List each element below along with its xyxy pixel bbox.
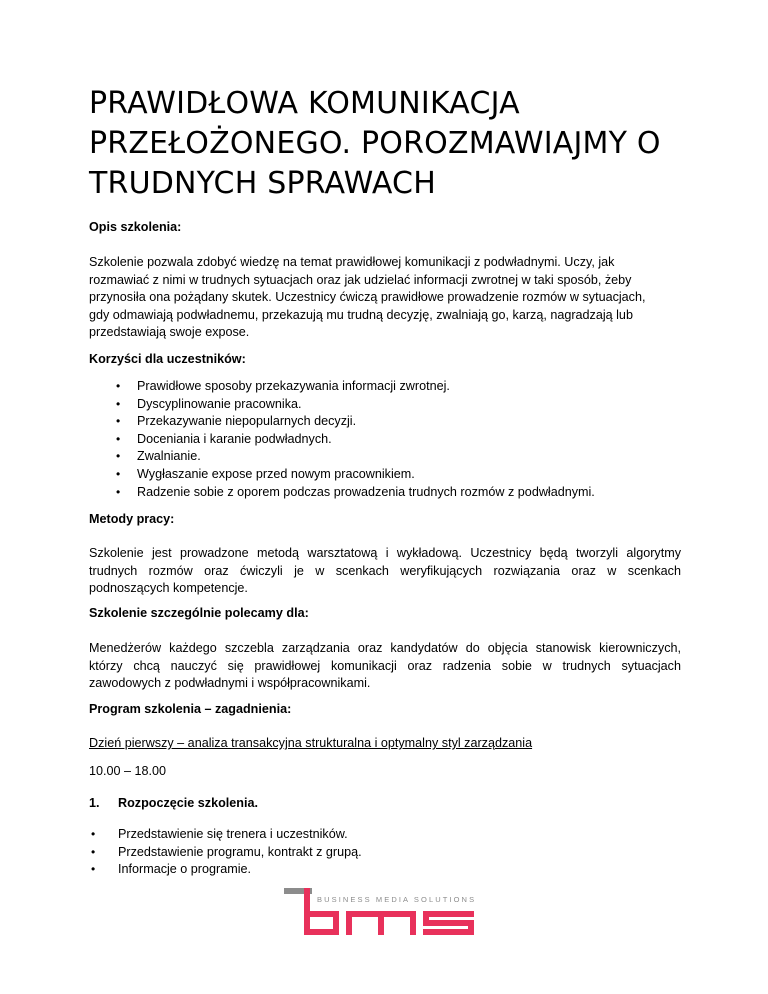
program-items-list <box>89 826 689 879</box>
paragraph-line: podnoszących kompetencje. <box>89 581 248 596</box>
paragraph-line: Szkolenie jest prowadzone metodą warsztatową i wykładową. Uczestnicy będą tworzyli algorytmy <box>89 546 681 560</box>
list-item: • Zwalnianie. <box>89 448 689 466</box>
list-item: • Radzenie sobie z oporem podczas prowadzenia trudnych rozmów z podwładnymi. <box>89 484 689 502</box>
list-item: • Wygłaszanie expose przed nowym pracownikiem. <box>89 466 689 484</box>
section-number: 1. <box>89 796 100 810</box>
title-line: PRAWIDŁOWA KOMUNIKACJA <box>89 86 520 121</box>
methods-paragraph <box>89 545 681 598</box>
paragraph-line: gdy odmawiają podwładnemu, przekazują mu trudną decyzję, zwalniają go, karzą, nagradzają lub <box>89 307 633 322</box>
paragraph-line: zawodowych z podwładnymi i współpracownikami. <box>89 676 371 691</box>
program-heading: Program szkolenia – zagadnienia: <box>89 702 292 716</box>
title-line: PRZEŁOŻONEGO. POROZMAWIAJMY O <box>89 126 661 161</box>
methods-heading: Metody pracy: <box>89 512 175 526</box>
paragraph-line: przynosiła ona pożądany skutek. Uczestnicy ćwiczą prawidłowe prowadzenie rozmów w sytuacjach, <box>89 290 646 305</box>
paragraph-line: rozmawiać z nimi w trudnych sytuacjach oraz jak udzielać informacji zwrotnej w taki sposób, żeby <box>89 272 632 287</box>
list-item: • Przedstawienie programu, kontrakt z grupą. <box>89 844 689 862</box>
paragraph-line: którzy chcą nauczyć się prawidłowej komunikacji oraz radzenia sobie w trudnych sytuacjach <box>89 658 681 673</box>
bms-logo-graphic <box>284 888 474 938</box>
bms-logo <box>284 888 474 938</box>
list-item: • Przedstawienie się trenera i uczestników. <box>89 826 689 844</box>
paragraph-line: Menedżerów każdego szczebla zarządzania oraz kandydatów do objęcia stanowisk kierowniczych, <box>89 641 681 655</box>
title-line: TRUDNYCH SPRAWACH <box>89 166 436 201</box>
day-one-heading: Dzień pierwszy – analiza transakcyjna strukturalna i optymalny styl zarządzania <box>89 736 533 750</box>
list-item: • Przekazywanie niepopularnych decyzji. <box>89 413 689 431</box>
document-title <box>89 84 689 204</box>
audience-heading: Szkolenie szczególnie polecamy dla: <box>89 606 309 620</box>
list-item: • Dyscyplinowanie pracownika. <box>89 396 689 414</box>
audience-paragraph <box>89 640 681 693</box>
description-heading: Opis szkolenia: <box>89 220 182 234</box>
list-item: • Doceniania i karanie podwładnych. <box>89 431 689 449</box>
logo-tagline: BUSINESS MEDIA SOLUTIONS <box>317 895 474 904</box>
paragraph-line: przedstawiają swoje expose. <box>89 325 250 340</box>
list-item: • Informacje o programie. <box>89 861 689 879</box>
list-item: • Prawidłowe sposoby przekazywania informacji zwrotnej. <box>89 378 689 396</box>
benefits-heading: Korzyści dla uczestników: <box>89 352 246 366</box>
paragraph-line: Szkolenie pozwala zdobyć wiedzę na temat prawidłowej komunikacji z podwładnymi. Uczy, jak <box>89 255 615 269</box>
paragraph-line: trudnych rozmów oraz ćwiczyli je w scenkach weryfikujących rozwiązania oraz w scenkach <box>89 563 681 578</box>
benefits-list <box>89 378 689 501</box>
hours-text: 10.00 – 18.00 <box>89 764 167 778</box>
description-paragraph <box>89 254 681 342</box>
section-title: Rozpoczęcie szkolenia. <box>118 796 258 810</box>
